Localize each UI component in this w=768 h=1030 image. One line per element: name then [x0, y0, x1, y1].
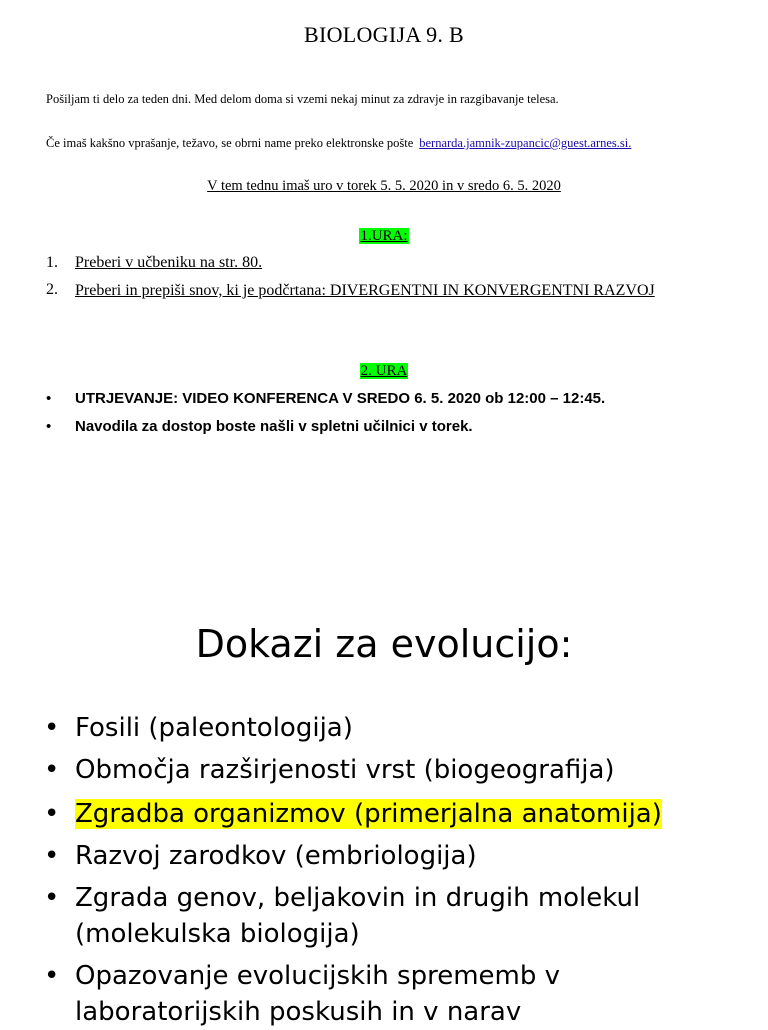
evidence-item-label: Fosili (paleontologija) [75, 713, 353, 743]
bullet-icon: • [46, 418, 52, 435]
bullet-icon: • [44, 713, 60, 743]
task-text: Preberi in prepiši snov, ki je podčrtana: DIVERGENTNI IN KONVERGENTNI RAZVOJ [75, 282, 655, 299]
evidence-item-label: Zgradba organizmov (primerjalna anatomija) [75, 799, 662, 829]
evidence-item-text [75, 958, 744, 1030]
schedule-label: V tem tednu imaš uro v torek 5. 5. 2020 in v sredo 6. 5. 2020 [207, 178, 561, 194]
task-number: 2. [46, 281, 58, 298]
evidence-item-label: Razvoj zarodkov (embriologija) [75, 841, 477, 871]
lesson-1-heading-label: 1.URA: [360, 228, 408, 244]
slide-title: Dokazi za evolucijo: [195, 622, 573, 666]
schedule-text [0, 178, 768, 195]
bullet-icon: • [44, 755, 60, 785]
evidence-item-text [75, 838, 744, 874]
lesson-2-heading-label: 2. URA [360, 363, 408, 379]
evidence-item-text [75, 796, 744, 832]
lesson-1-heading [0, 228, 768, 245]
evidence-item-text [75, 880, 744, 952]
email-link[interactable]: bernarda.jamnik-zupancic@guest.arnes.si. [419, 136, 632, 150]
contact-text: Če imaš kakšno vprašanje, težavo, se obrni name preko elektronske pošte [46, 136, 414, 150]
task-number: 1. [46, 254, 58, 271]
bullet-icon: • [44, 841, 60, 871]
lesson-2-heading [0, 363, 768, 380]
task-item [46, 281, 760, 325]
evidence-item-label: Opazovanje evolucijskih sprememb v laboratorijskih poskusih in v narav [75, 961, 561, 1027]
evidence-item-label: Zgrada genov, beljakovin in drugih molekul (molekulska biologija) [75, 883, 641, 949]
bullet-icon: • [44, 883, 60, 913]
bullet-icon: • [46, 390, 52, 407]
evidence-item-text [75, 752, 744, 788]
task-item [46, 254, 760, 276]
evidence-item-text [75, 710, 744, 746]
task-text: Preberi v učbeniku na str. 80. [75, 254, 263, 271]
intro-text: Pošiljam ti delo za teden dni. Med delom doma si vzemi nekaj minut za zdravje in razgibavanje telesa. [46, 92, 559, 106]
lesson-2-item-text: Navodila za dostop boste našli v spletni učilnici v torek. [75, 418, 473, 435]
lesson-2-item-text: UTRJEVANJE: VIDEO KONFERENCA V SREDO 6. 5. 2020 ob 12:00 – 12:45. [75, 390, 606, 407]
document-title: BIOLOGIJA 9. B [303, 22, 465, 47]
bullet-icon: • [44, 799, 60, 829]
bullet-icon: • [44, 961, 60, 991]
evidence-item-label: Območja razširjenosti vrst (biogeografija) [75, 755, 615, 785]
contact-line [46, 136, 631, 151]
